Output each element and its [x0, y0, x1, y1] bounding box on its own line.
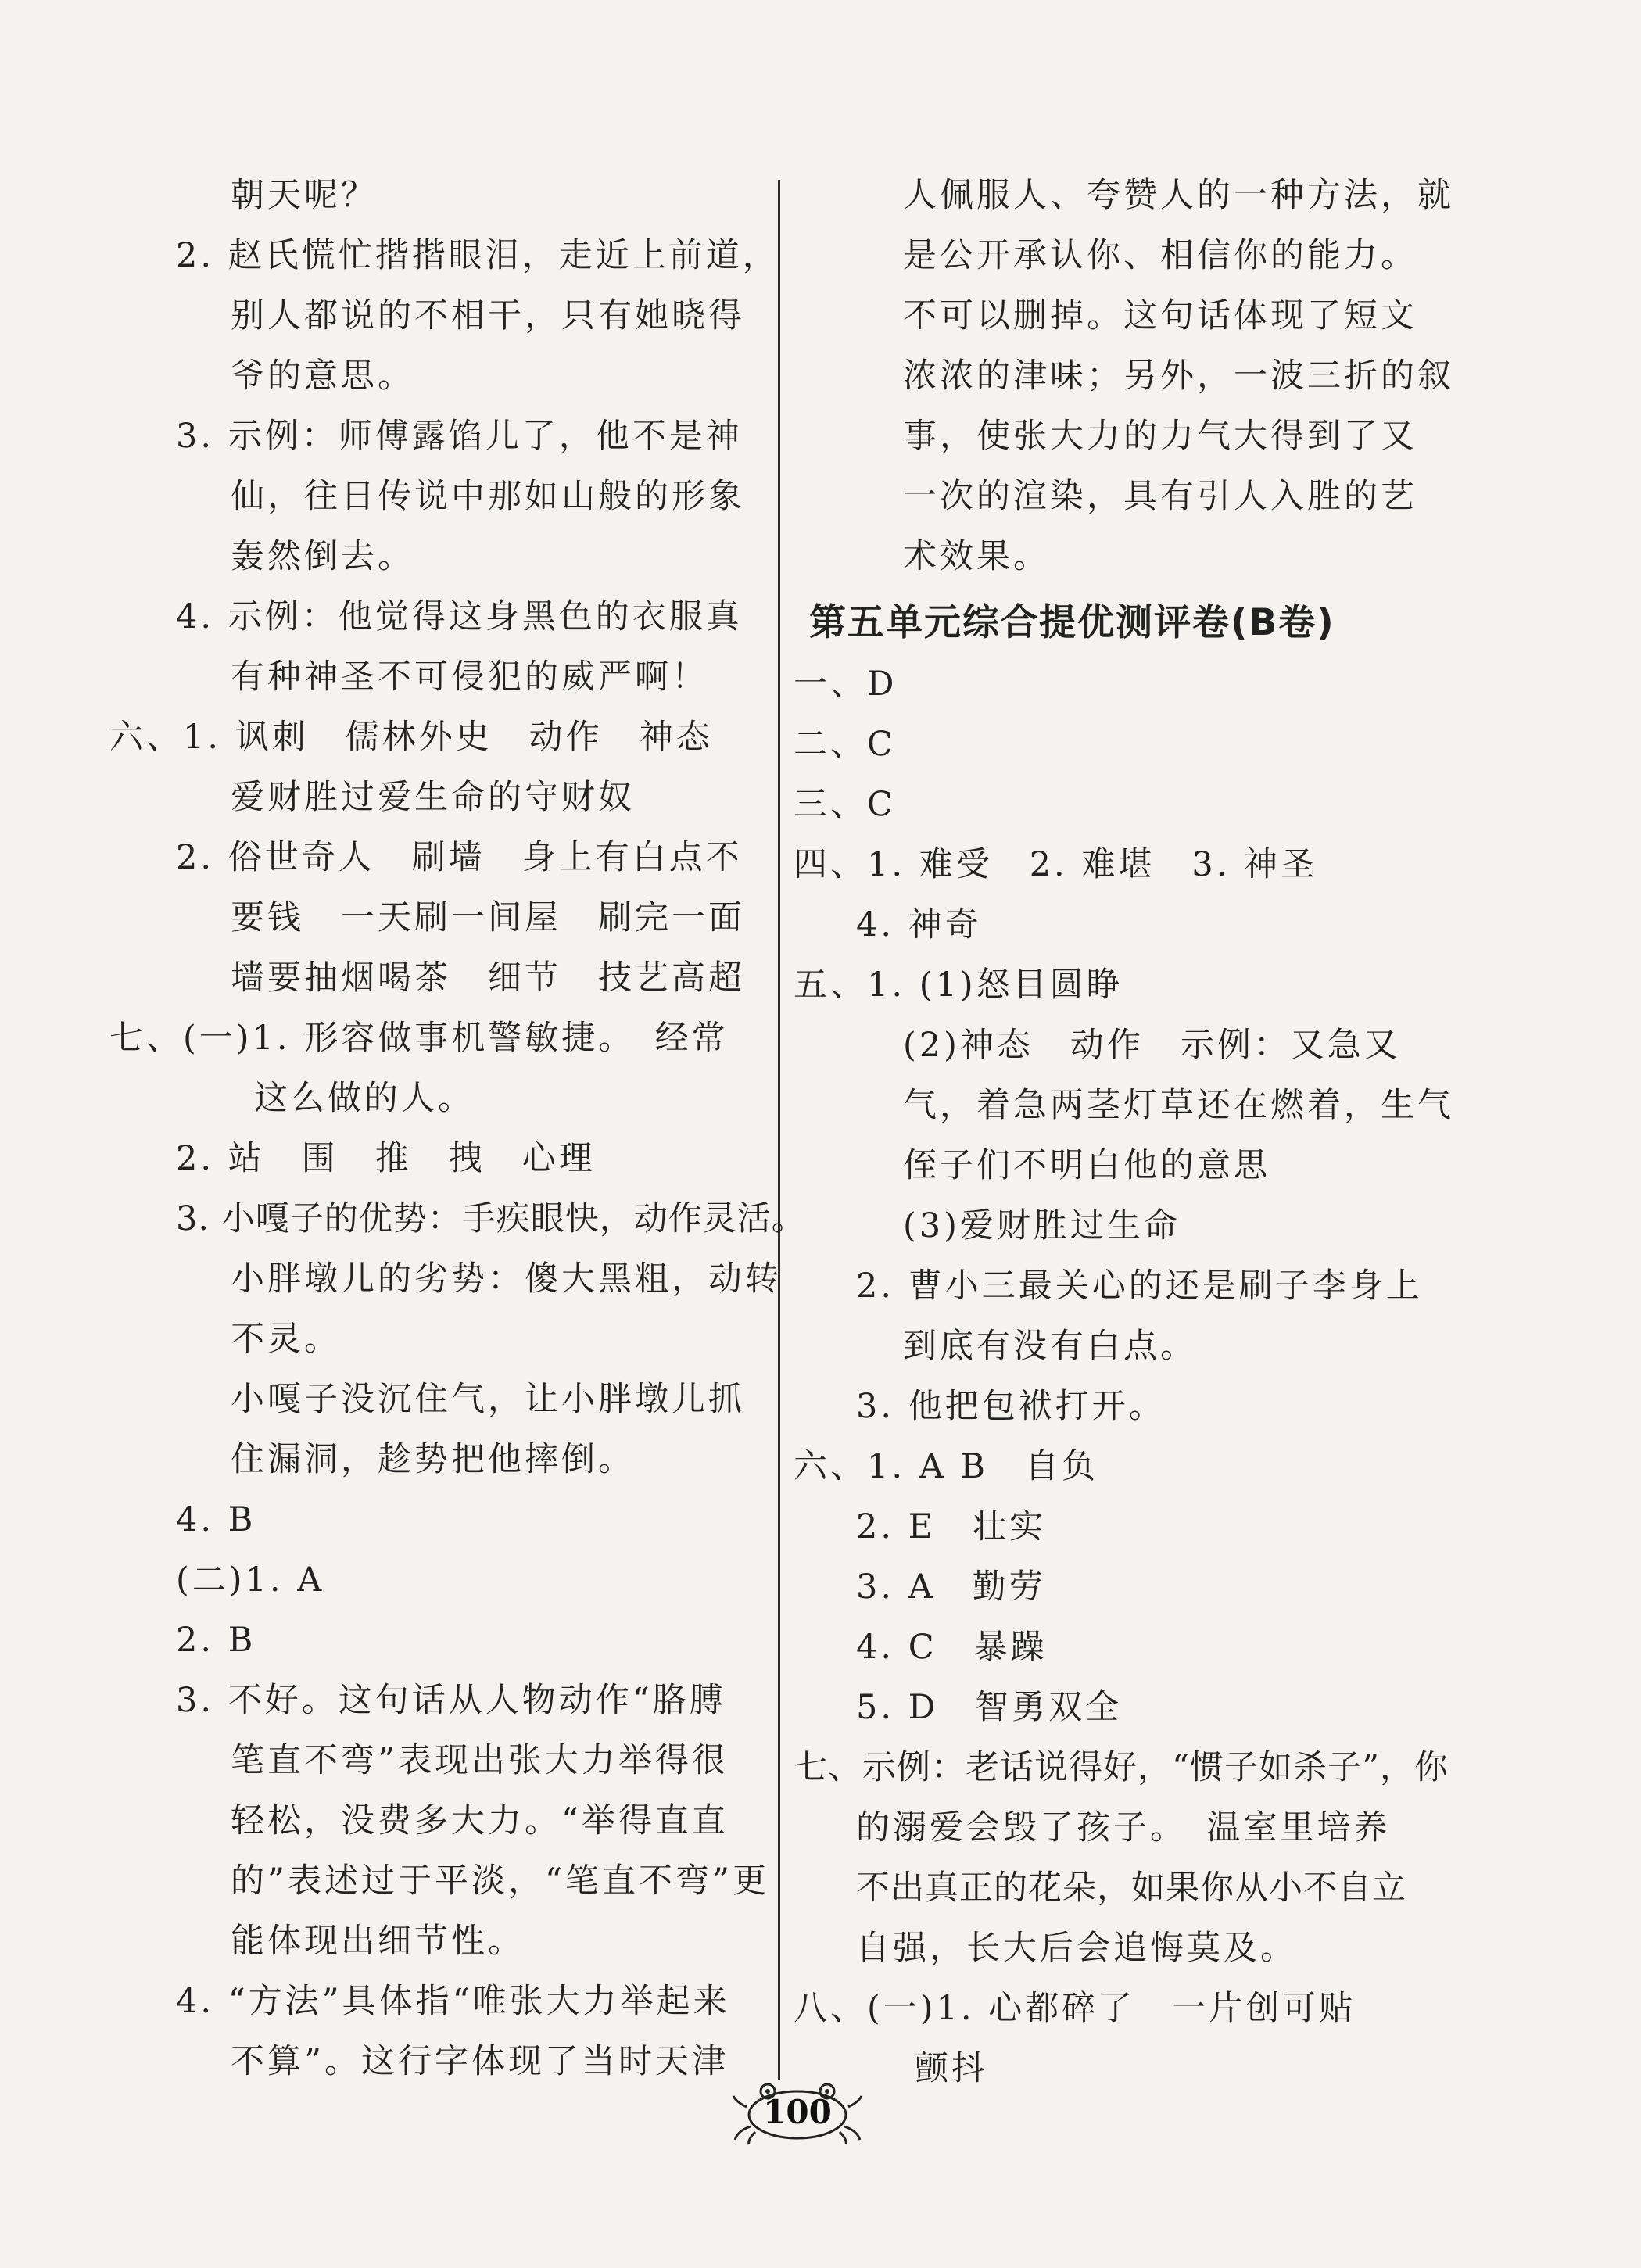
text-line: 墙要抽烟喝茶 细节 技艺高超 [231, 958, 745, 998]
text-line: 2. B [176, 1621, 256, 1660]
text-line: 一次的渲染，具有引人入胜的艺 [903, 477, 1417, 516]
text-line: 不灵。 [231, 1320, 341, 1359]
text-line: 轻松，没费多大力。“举得直直 [231, 1801, 729, 1840]
text-line: 轰然倒去。 [231, 537, 414, 576]
text-line: 朝天呢？ [231, 176, 378, 215]
text-line: 七、(一)1. 形容做事机警敏捷。 经常 [109, 1019, 729, 1058]
text-line: 要钱 一天刷一间屋 刷完一面 [231, 898, 745, 937]
text-line: 有种神圣不可侵犯的威严啊！ [231, 657, 708, 697]
text-line: 3. A 勤劳 [856, 1568, 1046, 1607]
text-line: 别人都说的不相干，只有她晓得 [231, 296, 745, 335]
text-line: (二)1. A [176, 1560, 325, 1600]
text-line: 4. “方法”具体指“唯张大力举起来 [176, 1982, 730, 2021]
text-line: 2. 站 围 推 拽 心理 [176, 1139, 596, 1178]
text-line: 仙，往日传说中那如山般的形象 [231, 477, 745, 516]
text-line: 颤抖 [915, 2049, 988, 2088]
text-line: 侄子们不明白他的意思 [903, 1146, 1270, 1185]
text-line: 2. E 壮实 [856, 1507, 1047, 1546]
text-line: 4. C 暴躁 [856, 1628, 1048, 1667]
text-line: 术效果。 [903, 537, 1050, 576]
text-line: 二、C [794, 725, 896, 764]
text-line: 到底有没有白点。 [903, 1327, 1197, 1366]
text-line: 是公开承认你、相信你的能力。 [903, 236, 1417, 275]
text-line: 的溺爱会毁了孩子。 温室里培养 [856, 1808, 1391, 1847]
text-line: 小胖墩儿的劣势：傻大黑粗，动转 [231, 1259, 782, 1299]
text-line: 八、(一)1. 心都碎了 一片创可贴 [794, 1989, 1356, 2028]
text-line: 3. 他把包袱打开。 [856, 1387, 1166, 1426]
text-line: 4. 神奇 [856, 905, 982, 944]
text-line: 4. B [176, 1500, 256, 1539]
text-line: 3. 不好。这句话从人物动作“胳膊 [176, 1681, 726, 1720]
text-line: 五、1. (1)怒目圆睁 [794, 966, 1123, 1005]
text-line: (3)爱财胜过生命 [903, 1206, 1181, 1245]
text-line: 笔直不弯”表现出张大力举得很 [231, 1741, 729, 1780]
text-line: (2)神态 动作 示例：又急又 [903, 1026, 1401, 1065]
text-line: 爱财胜过爱生命的守财奴 [231, 778, 635, 817]
text-line: 2. 赵氏慌忙揩揩眼泪，走近上前道， [176, 236, 779, 275]
text-line: 不出真正的花朵，如果你从小不自立 [856, 1869, 1406, 1908]
text-line: 的”表述过于平淡，“笔直不弯”更 [231, 1861, 769, 1901]
text-line: 不算”。这行字体现了当时天津 [231, 2042, 729, 2081]
column-divider [778, 180, 780, 2080]
text-line: 六、1. 讽刺 儒林外史 动作 神态 [109, 718, 713, 757]
text-line: 四、1. 难受 2. 难堪 3. 神圣 [794, 845, 1318, 884]
text-line: 3. 示例：师傅露馅儿了，他不是神 [176, 417, 743, 456]
text-line: 这么做的人。 [254, 1079, 475, 1118]
page-number: 100 [763, 2093, 832, 2131]
text-line: 小嘎子没沉住气，让小胖墩儿抓 [231, 1380, 745, 1419]
text-line: 自强，长大后会追悔莫及。 [856, 1929, 1297, 1968]
text-line: 能体现出细节性。 [231, 1922, 525, 1961]
section-title: 第五单元综合提优测评卷(B卷) [809, 601, 1335, 644]
text-line: 三、C [794, 785, 896, 824]
page-footer [727, 2076, 868, 2146]
text-line: 3. 小嘎子的优势：手疾眼快，动作灵活。 [176, 1199, 806, 1238]
text-line: 2. 曹小三最关心的还是刷子李身上 [856, 1267, 1423, 1306]
text-line: 气，着急两茎灯草还在燃着，生气 [903, 1086, 1454, 1125]
text-line: 七、示例：老话说得好，“惯子如杀子”，你 [794, 1748, 1449, 1787]
text-line: 浓浓的津味；另外，一波三折的叙 [903, 357, 1454, 396]
text-line: 4. 示例：他觉得这身黑色的衣服真 [176, 597, 743, 636]
text-line: 住漏洞，趁势把他摔倒。 [231, 1440, 635, 1479]
text-line: 不可以删掉。这句话体现了短文 [903, 296, 1417, 335]
text-line: 爷的意思。 [231, 357, 414, 396]
text-line: 人佩服人、夸赞人的一种方法，就 [903, 176, 1454, 215]
text-line: 5. D 智勇双全 [856, 1688, 1123, 1727]
text-line: 一、D [794, 665, 898, 704]
text-line: 六、1. A B 自负 [794, 1447, 1099, 1486]
text-line: 事，使张大力的力气大得到了又 [903, 417, 1417, 456]
text-line: 2. 俗世奇人 刷墙 身上有白点不 [176, 838, 743, 877]
